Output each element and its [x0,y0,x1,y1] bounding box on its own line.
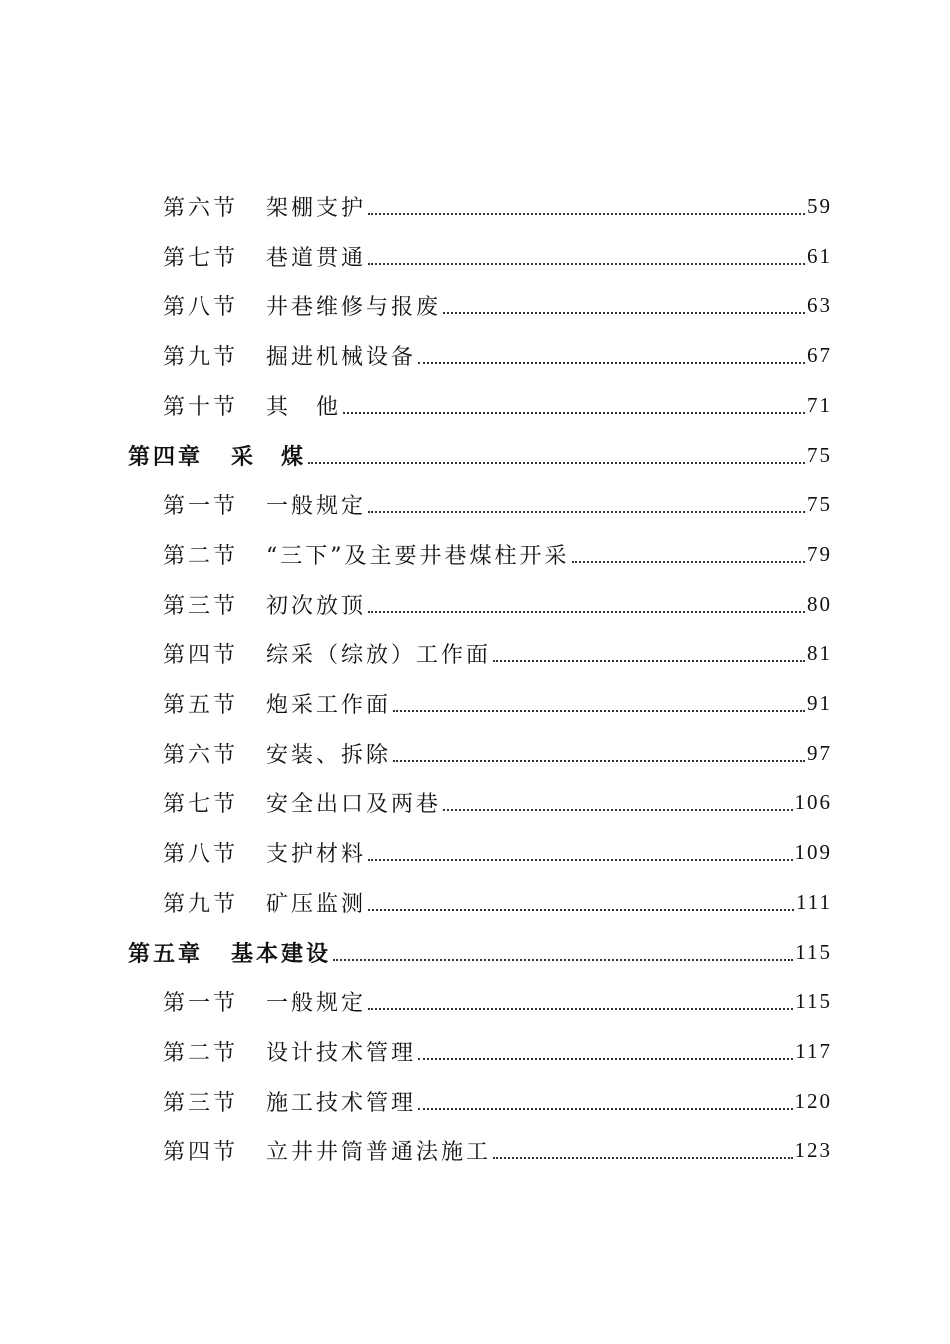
toc-entry-number: 第七节 [163,791,239,817]
toc-entry-title: 一般规定 [266,493,367,519]
toc-dot-leader [443,809,792,811]
toc-section-entry[interactable] [0,1081,950,1121]
toc-entry-page-number: 106 [794,789,832,814]
toc-dot-leader [368,1008,793,1010]
toc-entry-page-number: 115 [795,988,832,1013]
toc-entry-page-number: 123 [794,1137,832,1162]
toc-section-entry[interactable] [0,782,950,822]
toc-entry-number: 第二节 [163,543,239,569]
toc-entry-number: 第九节 [163,344,239,370]
toc-entry-number: 第六节 [163,195,239,221]
toc-entry-number: 第一节 [163,990,239,1016]
toc-entry-page-number: 79 [807,541,832,566]
toc-entry-title: 巷道贯通 [266,245,367,271]
toc-dot-leader [418,362,805,364]
toc-entry-page-number: 120 [794,1088,832,1113]
toc-entry-title: 初次放顶 [266,593,367,619]
toc-entry-title: 设计技术管理 [266,1040,417,1066]
toc-entry-number: 第五节 [163,692,239,718]
toc-entry-page-number: 97 [807,740,832,765]
toc-entry-page-number: 71 [807,392,832,417]
toc-section-entry[interactable] [0,1130,950,1170]
toc-entry-title: 综采（综放）工作面 [266,642,492,668]
toc-entry-title: 立井井筒普通法施工 [266,1139,492,1165]
toc-entry-title: 安全出口及两巷 [266,791,442,817]
toc-entry-title: 架棚支护 [266,195,367,221]
toc-section-entry[interactable] [0,733,950,773]
toc-section-entry[interactable] [0,1031,950,1071]
toc-dot-leader [393,710,805,712]
toc-dot-leader [308,462,805,464]
toc-entry-title: 一般规定 [266,990,367,1016]
toc-section-entry[interactable] [0,584,950,624]
toc-section-entry[interactable] [0,981,950,1021]
toc-entry-page-number: 75 [807,491,832,516]
toc-entry-page-number: 61 [807,243,832,268]
toc-entry-number: 第三节 [163,593,239,619]
toc-section-entry[interactable] [0,186,950,226]
toc-entry-page-number: 80 [807,591,832,616]
toc-dot-leader [368,909,794,911]
toc-entry-title: “三下”及主要井巷煤柱开采 [266,543,570,569]
toc-dot-leader [343,412,805,414]
toc-section-entry[interactable] [0,832,950,872]
toc-entry-page-number: 91 [807,690,832,715]
toc-entry-page-number: 75 [807,442,832,467]
toc-entry-number: 第八节 [163,841,239,867]
toc-dot-leader [368,511,805,513]
toc-entry-title: 掘进机械设备 [266,344,417,370]
toc-entry-title: 其 他 [266,394,342,420]
toc-entry-title: 采 煤 [231,443,307,470]
toc-chapter-entry[interactable] [0,435,950,475]
toc-entry-number: 第四章 [128,443,204,470]
toc-section-entry[interactable] [0,683,950,723]
toc-entry-title: 施工技术管理 [266,1090,417,1116]
toc-entry-page-number: 109 [794,839,832,864]
toc-entry-title: 井巷维修与报废 [266,294,442,320]
toc-section-entry[interactable] [0,385,950,425]
toc-dot-leader [418,1108,792,1110]
toc-dot-leader [418,1058,793,1060]
toc-dot-leader [572,561,805,563]
toc-entry-number: 第四节 [163,1139,239,1165]
toc-entry-title: 炮采工作面 [266,692,392,718]
toc-entry-title: 矿压监测 [266,891,367,917]
toc-entry-number: 第二节 [163,1040,239,1066]
toc-section-entry[interactable] [0,236,950,276]
toc-dot-leader [368,213,805,215]
toc-entry-page-number: 81 [807,640,832,665]
toc-entry-title: 支护材料 [266,841,367,867]
toc-dot-leader [493,660,805,662]
toc-section-entry[interactable] [0,335,950,375]
toc-entry-title: 基本建设 [231,940,332,967]
toc-entry-number: 第五章 [128,940,204,967]
toc-entry-page-number: 59 [807,193,832,218]
toc-section-entry[interactable] [0,484,950,524]
toc-entry-page-number: 63 [807,292,832,317]
toc-entry-title: 安装、拆除 [266,742,392,768]
toc-entry-page-number: 117 [795,1038,832,1063]
toc-section-entry[interactable] [0,882,950,922]
toc-dot-leader [443,312,805,314]
toc-entry-number: 第六节 [163,742,239,768]
toc-entry-number: 第四节 [163,642,239,668]
toc-dot-leader [493,1157,792,1159]
toc-entry-number: 第十节 [163,394,239,420]
toc-section-entry[interactable] [0,633,950,673]
toc-section-entry[interactable] [0,285,950,325]
toc-entry-page-number: 111 [796,889,832,914]
toc-entry-number: 第九节 [163,891,239,917]
toc-entry-page-number: 115 [795,939,832,964]
toc-dot-leader [368,263,805,265]
toc-chapter-entry[interactable] [0,932,950,972]
toc-dot-leader [368,859,792,861]
toc-section-entry[interactable] [0,534,950,574]
toc-entry-number: 第三节 [163,1090,239,1116]
toc-entry-number: 第一节 [163,493,239,519]
toc-dot-leader [393,760,805,762]
toc-entry-number: 第八节 [163,294,239,320]
toc-entry-page-number: 67 [807,342,832,367]
toc-dot-leader [333,959,793,961]
toc-dot-leader [368,611,805,613]
toc-entry-number: 第七节 [163,245,239,271]
